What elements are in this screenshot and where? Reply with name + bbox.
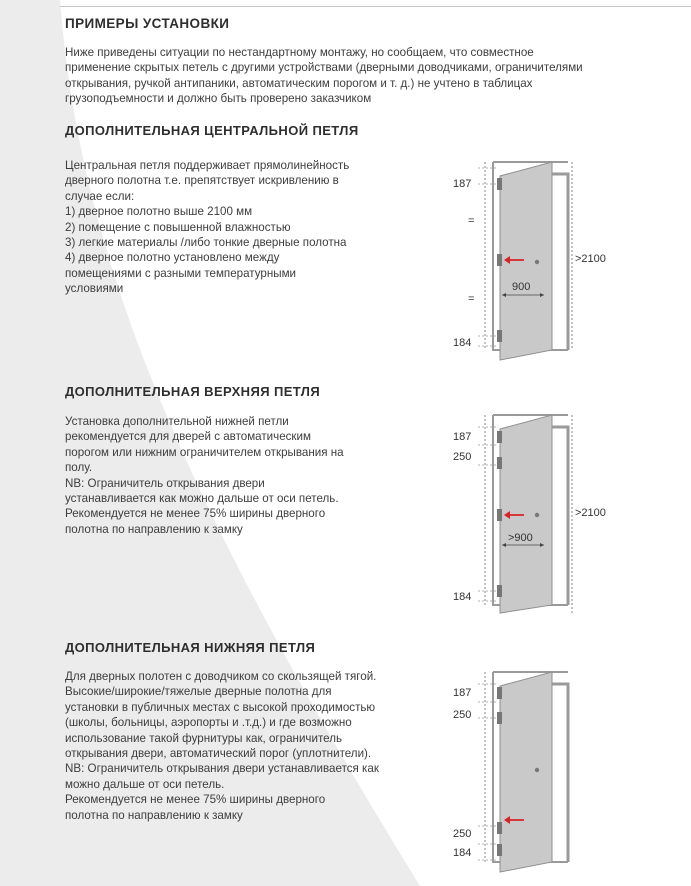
text-line: NB: Ограничитель открывания двери	[65, 476, 265, 490]
hinge-icon	[497, 712, 502, 724]
door-handle-icon	[535, 260, 539, 264]
text-line: NB: Ограничитель открывания двери устанавливается как	[65, 762, 379, 776]
dim-label: 250	[453, 709, 472, 721]
text-line: полотна по направлению к замку	[65, 522, 243, 536]
hinge-icon	[497, 178, 502, 190]
central-hinge-door-diagram	[440, 150, 640, 365]
section-text-bottom-hinge	[65, 669, 379, 823]
dim-label: >2100	[575, 507, 606, 519]
section-heading-top-hinge: ДОПОЛНИТЕЛЬНАЯ ВЕРХНЯЯ ПЕТЛЯ	[65, 384, 321, 399]
text-line: 2) помещение с повышенной влажностью	[65, 220, 291, 234]
section-text-top-hinge	[65, 414, 344, 537]
dim-label: 184	[453, 847, 472, 859]
hinge-icon	[497, 844, 502, 856]
text-line: полу.	[65, 461, 93, 475]
text-line: (школы, больницы, аэропорты и .т.д.) и где возможно	[65, 716, 352, 730]
hinge-icon	[497, 254, 502, 266]
text-line: Рекомендуется не менее 75% ширины дверного	[65, 793, 326, 807]
hinge-icon	[497, 509, 502, 521]
intro-line: применение скрытых петель с другими устройствами (дверными доводчиками, ограничителями	[65, 61, 583, 75]
dim-label: 900	[512, 281, 531, 293]
hinge-icon	[497, 330, 502, 342]
text-line: Для дверных полотен с доводчиком со скользящей тягой.	[65, 670, 377, 683]
door-handle-icon	[535, 768, 539, 772]
dim-label: =	[468, 293, 475, 305]
text-line: условиями	[65, 282, 124, 296]
text-line: установки в публичных местах с высокой проходимостью	[65, 700, 376, 714]
dim-label: 184	[453, 591, 472, 603]
dim-label: 187	[453, 687, 472, 699]
hinge-icon	[497, 822, 502, 834]
text-line: дверного полотна т.е. препятствует искривлению в	[65, 174, 339, 188]
dim-label: 187	[453, 431, 472, 443]
text-line: 3) легкие материалы /либо тонкие дверные полотна	[65, 236, 347, 250]
text-line: 4) дверное полотно установлено между	[65, 251, 280, 265]
section-heading-central-hinge: ДОПОЛНИТЕЛЬНАЯ ЦЕНТРАЛЬНОЙ ПЕТЛЯ	[65, 123, 359, 138]
text-line: Центральная петля поддерживает прямолинейность	[65, 159, 350, 172]
dim-label: 250	[453, 451, 472, 463]
intro-line: грузоподъемности и должно быть проверено заказчиком	[65, 92, 372, 106]
text-line: можно дальше от оси петель.	[65, 777, 225, 791]
hinge-icon	[497, 457, 502, 469]
text-line: помещениями с разными температурными	[65, 266, 297, 280]
intro-line: открывания, ручкой антипаники, автоматическим порогом и т. д.) не учтено в таблицах	[65, 76, 533, 90]
top-divider	[60, 6, 691, 7]
dim-label: >900	[508, 532, 533, 544]
text-line: порогом или нижним ограничителем открывания на	[65, 445, 344, 459]
text-line: полотна по направлению к замку	[65, 808, 243, 822]
page-title: ПРИМЕРЫ УСТАНОВКИ	[65, 16, 230, 31]
section-text-central-hinge	[65, 158, 349, 297]
hinge-icon	[497, 585, 502, 597]
dim-label: 187	[453, 178, 472, 190]
top-hinge-door-diagram	[440, 405, 640, 620]
intro-paragraph	[65, 45, 583, 107]
dim-label: 250	[453, 828, 472, 840]
text-line: открывания двери, автоматический порог (уплотнители).	[65, 747, 372, 761]
hinge-icon	[497, 431, 502, 443]
text-line: 1) дверное полотно выше 2100 мм	[65, 205, 253, 219]
intro-line: Ниже приведены ситуации по нестандартному монтажу, но сообщаем, что совместное	[65, 46, 534, 59]
text-line: Рекомендуется не менее 75% ширины дверного	[65, 507, 326, 521]
text-line: использование такой фурнитуры как, ограничитель	[65, 731, 342, 745]
dim-label: 184	[453, 337, 472, 349]
text-line: рекомендуется для дверей с автоматическим	[65, 430, 311, 444]
text-line: случае если:	[65, 189, 135, 203]
dim-label: =	[468, 215, 475, 227]
text-line: устанавливается как можно дальше от оси петель.	[65, 492, 339, 506]
hinge-icon	[497, 687, 502, 699]
bottom-hinge-door-diagram	[440, 662, 640, 877]
dim-label: >2100	[575, 253, 606, 265]
door-handle-icon	[535, 513, 539, 517]
text-line: Высокие/широкие/тяжелые дверные полотна для	[65, 685, 332, 699]
text-line: Установка дополнительной нижней петли	[65, 415, 289, 428]
section-heading-bottom-hinge: ДОПОЛНИТЕЛЬНАЯ НИЖНЯЯ ПЕТЛЯ	[65, 640, 316, 655]
door-leaf	[500, 672, 552, 872]
